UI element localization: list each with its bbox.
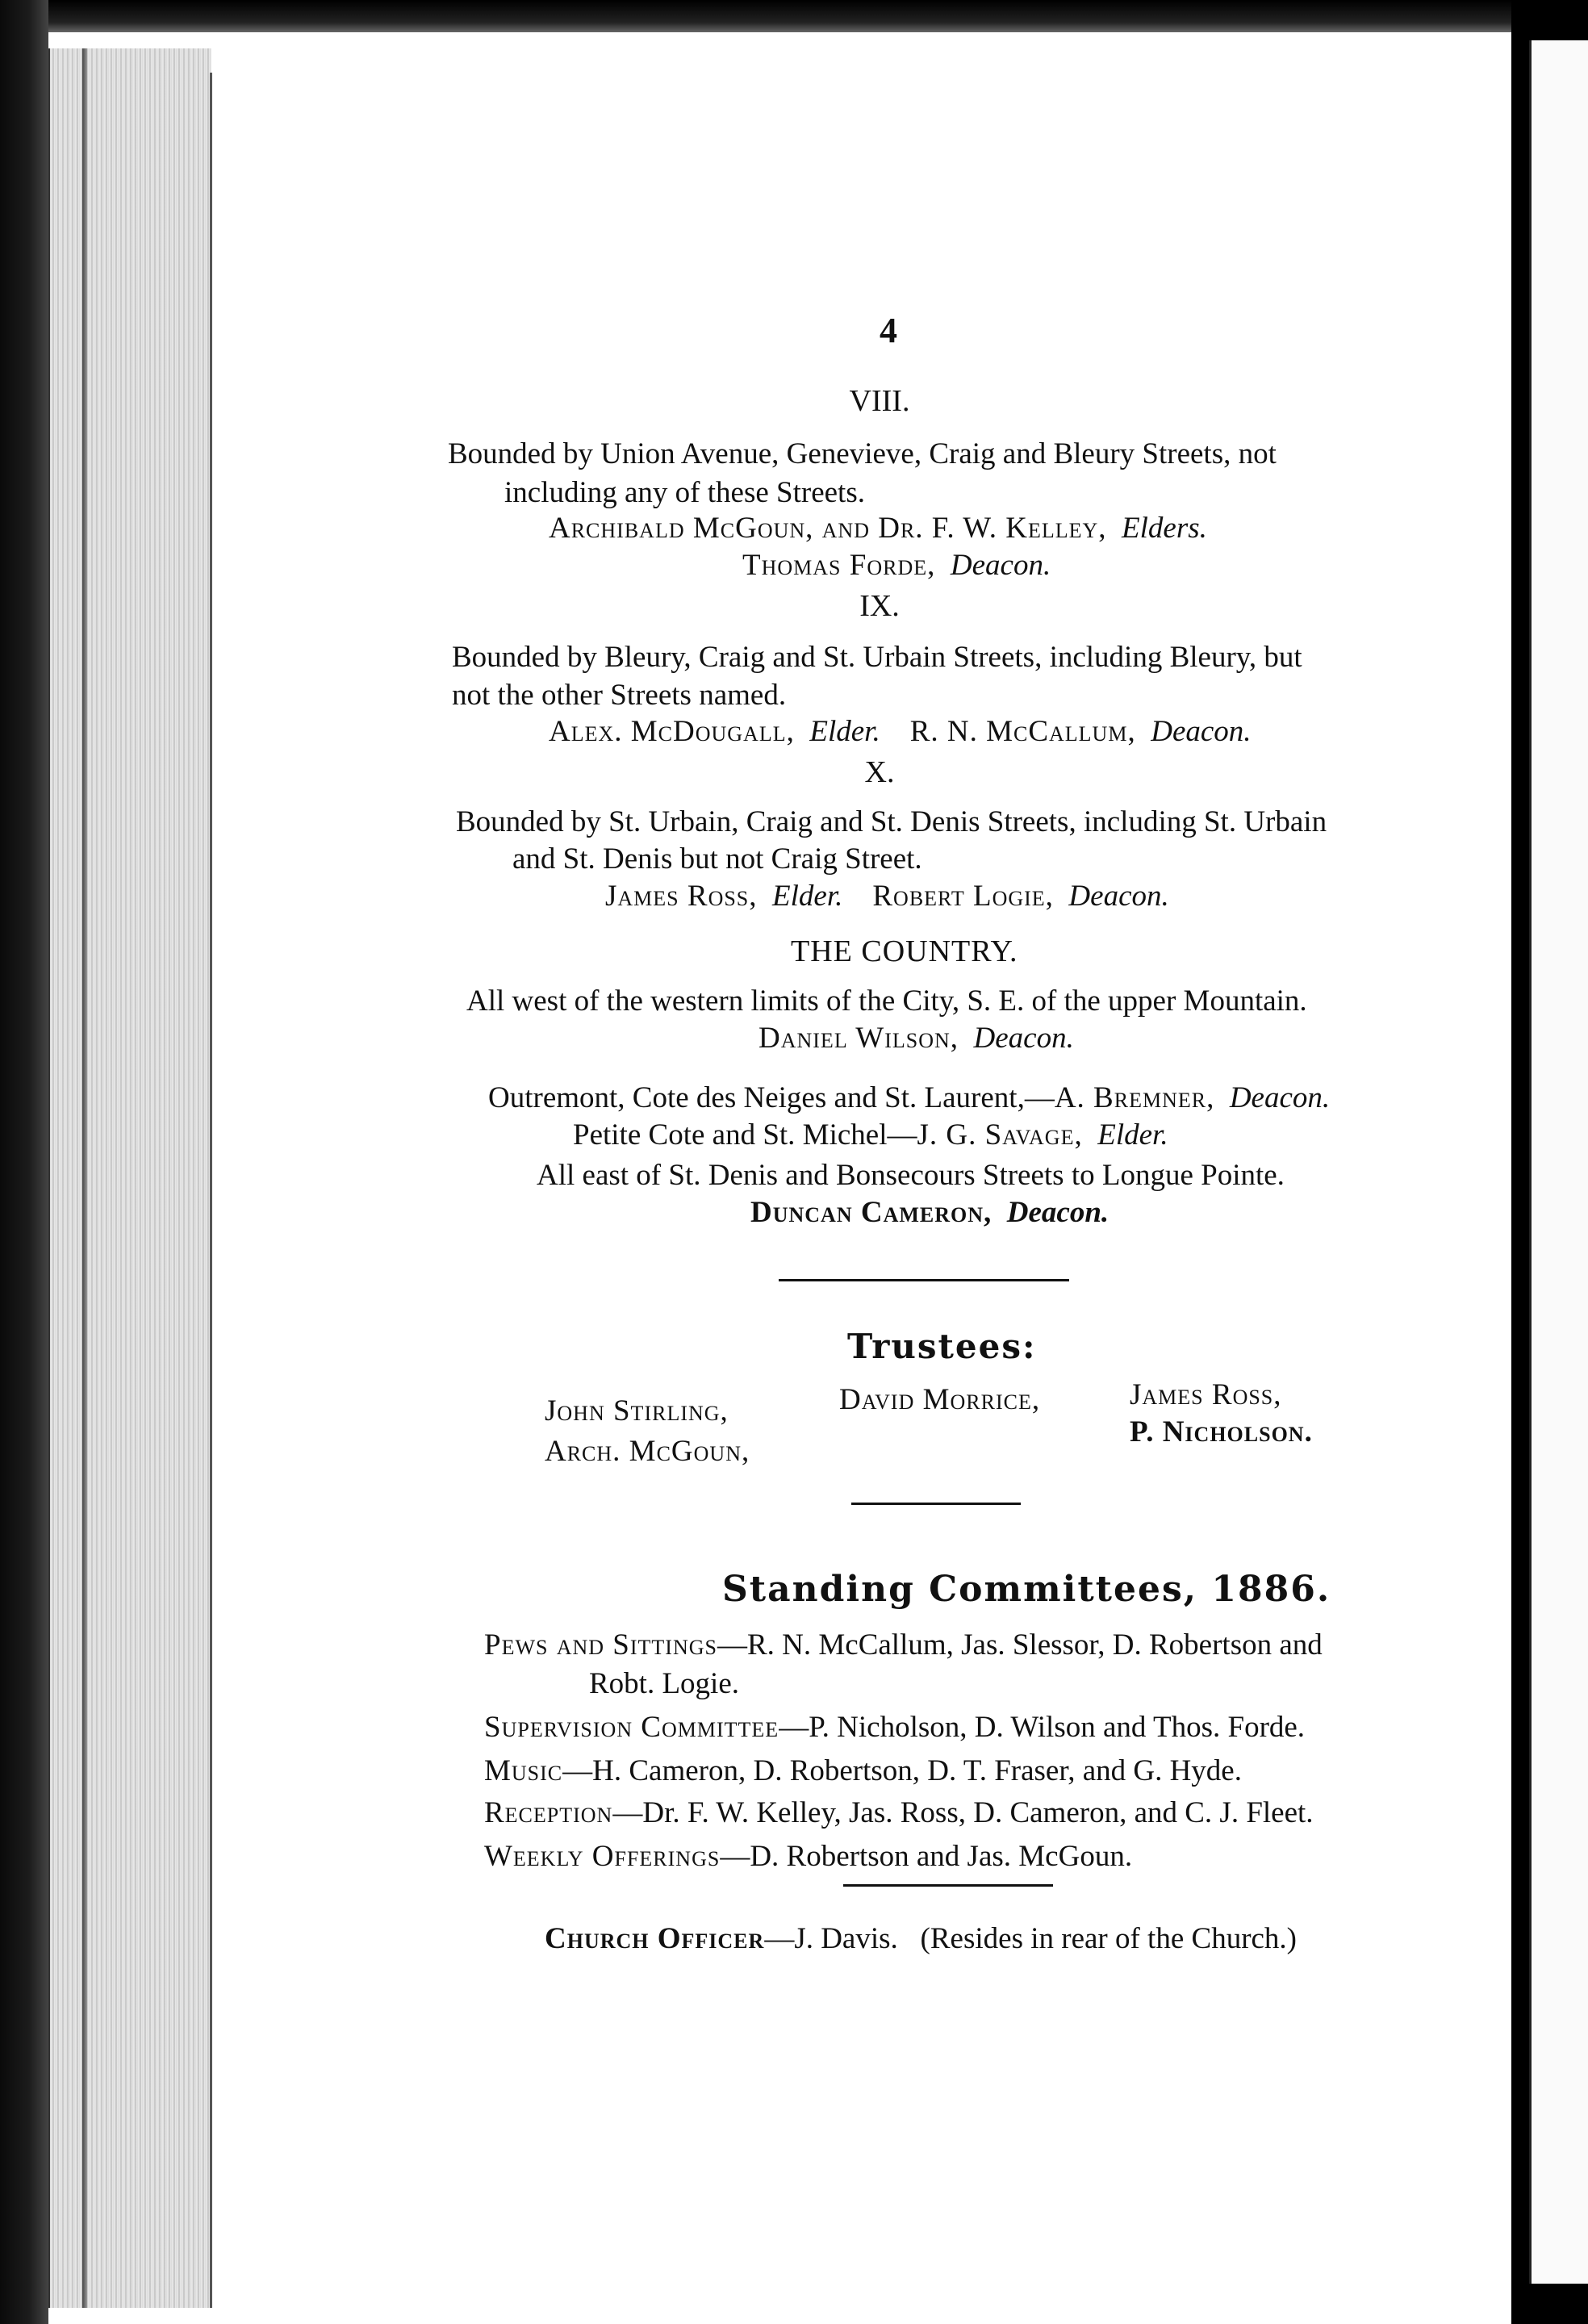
country-west: All west of the western limits of the City, S. E. of the upper Mountain. bbox=[466, 984, 1307, 1018]
deacon-title: Deacon. bbox=[973, 1022, 1074, 1055]
elder-title: Elder. bbox=[1097, 1118, 1168, 1152]
divider-rule bbox=[843, 1884, 1053, 1887]
elder-name: Alex. McDougall, bbox=[549, 715, 795, 748]
district-bounds: not the other Streets named. bbox=[452, 679, 787, 712]
committee-members: —D. Robertson and Jas. McGoun. bbox=[720, 1840, 1133, 1873]
deacon-title: Deacon. bbox=[1068, 880, 1169, 913]
deacon-title: Deacon. bbox=[1151, 715, 1252, 748]
deacon-name: R. N. McCallum, bbox=[909, 715, 1136, 748]
page-number: 4 bbox=[880, 311, 897, 350]
country-west-officer bbox=[758, 1023, 1074, 1053]
district-bounds: including any of these Streets. bbox=[504, 476, 865, 509]
country-outremont bbox=[488, 1083, 1330, 1113]
book-binding bbox=[0, 0, 48, 2324]
committee-label: Weekly Offerings bbox=[484, 1840, 721, 1873]
committee-members-cont: Robt. Logie. bbox=[589, 1667, 740, 1700]
committee-pews bbox=[484, 1630, 1323, 1660]
district-numeral: IX. bbox=[859, 589, 900, 623]
elder-name: James Ross, bbox=[605, 880, 758, 913]
committee-music bbox=[484, 1756, 1242, 1786]
country-east: All east of St. Denis and Bonsecours Streets to Longue Pointe. bbox=[537, 1159, 1285, 1192]
deacon-title: Deacon. bbox=[950, 549, 1051, 582]
committee-offerings bbox=[484, 1841, 1132, 1871]
page-content bbox=[210, 0, 1511, 2324]
deacon-title: Deacon. bbox=[1006, 1196, 1110, 1229]
officer-name: —J. Davis. bbox=[764, 1922, 898, 1955]
trustee-name: David Morrice, bbox=[839, 1383, 1041, 1416]
committee-reception bbox=[484, 1798, 1314, 1828]
page-edges bbox=[48, 48, 211, 2308]
divider-rule bbox=[779, 1279, 1069, 1281]
trustee-name: James Ross, bbox=[1130, 1378, 1282, 1411]
district-deacon bbox=[742, 550, 1051, 580]
district-bounds: and St. Denis but not Craig Street. bbox=[512, 842, 922, 876]
elder-title: Elder. bbox=[772, 880, 843, 913]
district-numeral: X. bbox=[864, 755, 895, 789]
committee-label: Supervision Committee bbox=[484, 1711, 779, 1744]
committee-members: —H. Cameron, D. Robertson, D. T. Fraser, and G. Hyde. bbox=[562, 1754, 1242, 1787]
district-officers bbox=[549, 717, 1252, 746]
district-elders bbox=[549, 513, 1207, 543]
country-petite-cote bbox=[573, 1120, 1168, 1150]
committee-label: Reception bbox=[484, 1796, 613, 1829]
elder-names: Archibald McGoun, and Dr. F. W. Kelley, bbox=[549, 512, 1107, 545]
area-text: Petite Cote and St. Michel— bbox=[573, 1118, 917, 1152]
country-east-officer bbox=[750, 1198, 1109, 1227]
committee-label: Pews and Sittings bbox=[484, 1628, 717, 1661]
officer-note: (Resides in rear of the Church.) bbox=[920, 1922, 1298, 1955]
facing-page-edge bbox=[1529, 40, 1588, 2284]
committee-label: Music bbox=[484, 1754, 563, 1787]
elder-name: J. G. Savage, bbox=[917, 1118, 1083, 1152]
district-numeral: VIII. bbox=[849, 384, 910, 418]
deacon-name: Thomas Forde, bbox=[742, 549, 936, 582]
area-text: Outremont, Cote des Neiges and St. Laurent,— bbox=[488, 1081, 1055, 1114]
committee-members: —R. N. McCallum, Jas. Slessor, D. Robertson and bbox=[717, 1628, 1323, 1661]
committee-members: —Dr. F. W. Kelley, Jas. Ross, D. Cameron, and C. J. Fleet. bbox=[612, 1796, 1314, 1829]
elder-title: Elders. bbox=[1122, 512, 1207, 545]
trustee-name: John Stirling, bbox=[545, 1394, 729, 1427]
committees-heading: Standing Committees, 1886. bbox=[722, 1569, 1331, 1610]
divider-rule bbox=[851, 1503, 1021, 1505]
district-bounds: Bounded by St. Urbain, Craig and St. Denis Streets, including St. Urbain bbox=[456, 805, 1327, 838]
deacon-title: Deacon. bbox=[1229, 1081, 1331, 1114]
district-officers bbox=[605, 881, 1169, 911]
deacon-name: Duncan Cameron, bbox=[750, 1196, 992, 1229]
deacon-name: Daniel Wilson, bbox=[758, 1022, 959, 1055]
officer-label: Church Officer bbox=[545, 1922, 765, 1955]
trustees-heading: Trustees: bbox=[847, 1327, 1037, 1366]
committee-members: —P. Nicholson, D. Wilson and Thos. Forde. bbox=[779, 1711, 1306, 1744]
deacon-name: Robert Logie, bbox=[872, 880, 1054, 913]
committee-supervision bbox=[484, 1712, 1305, 1742]
district-bounds: Bounded by Bleury, Craig and St. Urbain Streets, including Bleury, but bbox=[452, 641, 1302, 674]
church-officer bbox=[545, 1924, 1297, 1954]
trustee-name: Arch. McGoun, bbox=[545, 1435, 750, 1468]
elder-title: Elder. bbox=[809, 715, 880, 748]
district-bounds: Bounded by Union Avenue, Genevieve, Craig and Bleury Streets, not bbox=[448, 437, 1277, 470]
deacon-name: A. Bremner, bbox=[1054, 1081, 1215, 1114]
country-heading: THE COUNTRY. bbox=[791, 934, 1018, 968]
trustee-name: P. Nicholson. bbox=[1130, 1415, 1313, 1448]
